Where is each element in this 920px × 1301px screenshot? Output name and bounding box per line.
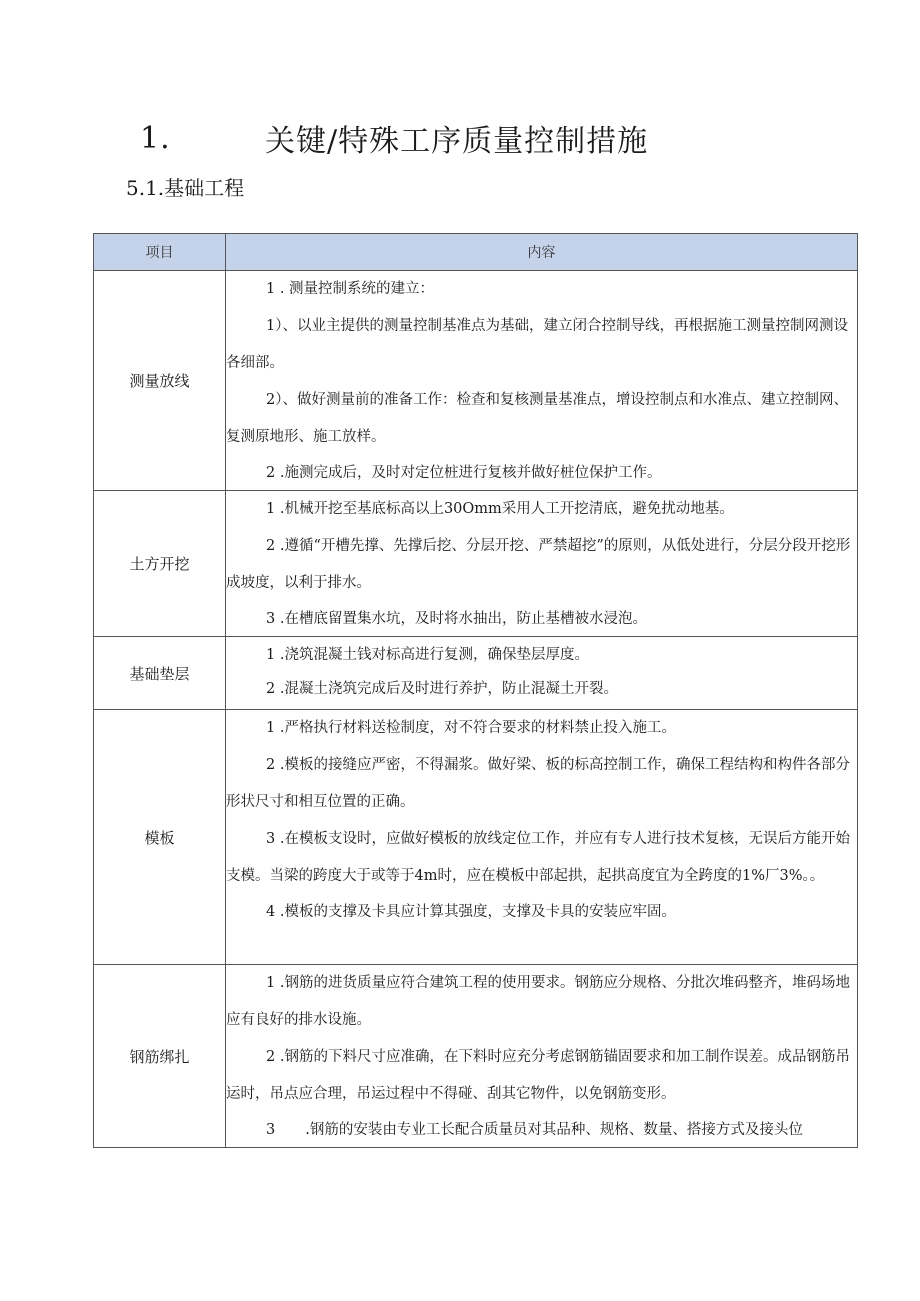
- subsection-heading: 5.1.基础工程: [126, 176, 245, 200]
- row-item-label: 模板: [94, 710, 226, 965]
- table-row: [94, 491, 858, 637]
- header-item: 项目: [94, 234, 226, 271]
- row-content: [226, 710, 858, 965]
- content-paragraph: 1 .机械开挖至基底标高以上30Omm采用人工开挖清底，避免扰动地基。: [266, 501, 734, 517]
- row-item-label: 测量放线: [94, 271, 226, 491]
- row-item-label: 土方开挖: [94, 491, 226, 637]
- row-content: [226, 965, 858, 1148]
- content-paragraph: 4 .模板的支撑及卡具应计算其强度，支撑及卡具的安装应牢固。: [266, 904, 676, 920]
- content-paragraph: 1 .严格执行材料送检制度，对不符合要求的材料禁止投入施工。: [266, 720, 676, 736]
- content-paragraph: 2 .钢筋的下料尺寸应准确，在下料时应充分考虑钢筋锚固要求和加工制作误差。成品钢筋吊运时，吊点应合理，吊运过程中不得碰、刮其它物件，以免钢筋变形。: [226, 1049, 850, 1102]
- paragraph-text: .钢筋的安装由专业工长配合质量员对其品种、规格、数量、搭接方式及接头位: [305, 1122, 803, 1138]
- content-paragraph: 1 .浇筑混凝土钱对标高进行复测，确保垫层厚度。: [266, 647, 589, 663]
- content-paragraph: 2 .施测完成后，及时对定位桩进行复核并做好桩位保护工作。: [266, 465, 662, 481]
- content-paragraph: [226, 1113, 857, 1147]
- quality-control-table: [93, 233, 858, 1148]
- content-paragraph: 2 .遵循“开槽先撑、先撑后挖、分层开挖、严禁超挖”的原则，从低处进行，分层分段开挖形成坡度，以利于排水。: [226, 538, 851, 591]
- section-title: 关键/特殊工序质量控制措施: [265, 124, 649, 159]
- table-row: [94, 637, 858, 710]
- table-row: [94, 965, 858, 1148]
- content-paragraph: 3 .在槽底留置集水坑，及时将水抽出，防止基槽被水浸泡。: [266, 611, 647, 627]
- row-content: [226, 271, 858, 491]
- content-paragraph: 2 .模板的接缝应严密，不得漏浆。做好梁、板的标高控制工作，确保工程结构和构件各部分形状尺寸和相互位置的正确。: [226, 757, 850, 810]
- content-paragraph: 1 . 测量控制系统的建立：: [266, 281, 435, 297]
- paragraph-number: 3: [266, 1122, 276, 1138]
- table-header-row: [94, 234, 858, 271]
- row-content: [226, 637, 858, 710]
- table-row: [94, 271, 858, 491]
- content-paragraph: 2）、做好测量前的准备工作：检查和复核测量基准点，增设控制点和水准点、建立控制网、复测原地形、施工放样。: [226, 392, 848, 445]
- header-content: 内容: [226, 234, 858, 271]
- content-paragraph: 1 .钢筋的进货质量应符合建筑工程的使用要求。钢筋应分规格、分批次堆码整齐，堆码场地应有良好的排水设施。: [226, 975, 850, 1028]
- row-item-label: 钢筋绑扎: [94, 965, 226, 1148]
- content-paragraph: 1）、以业主提供的测量控制基准点为基础，建立闭合控制导线，再根据施工测量控制网测设各细部。: [226, 318, 848, 371]
- row-content: [226, 491, 858, 637]
- section-number: 1.: [140, 120, 171, 156]
- content-paragraph: 3 .在模板支设时，应做好模板的放线定位工作，并应有专人进行技术复核，无误后方能开始支模。当梁的跨度大于或等于4m时，应在模板中部起拱，起拱高度宜为全跨度的1%厂3%。。: [226, 831, 850, 884]
- row-item-label: 基础垫层: [94, 637, 226, 710]
- table-row: [94, 710, 858, 965]
- content-paragraph: 2 .混凝土浇筑完成后及时进行养护，防止混凝土开裂。: [266, 681, 618, 697]
- section-heading: [140, 116, 648, 160]
